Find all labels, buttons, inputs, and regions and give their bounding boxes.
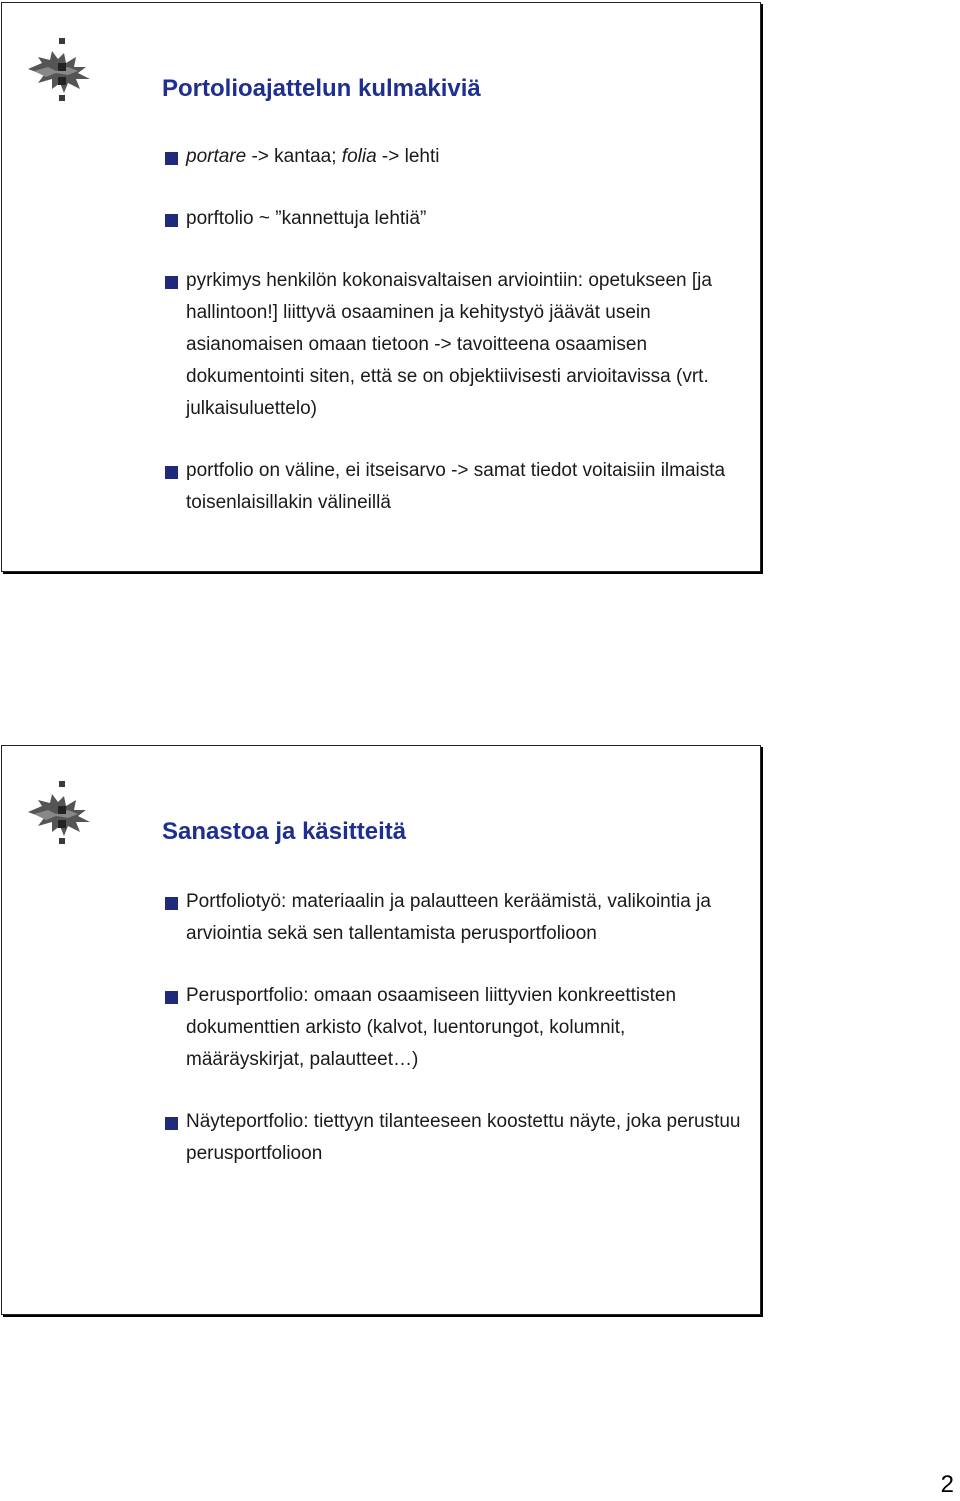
slide-2 bbox=[1, 745, 761, 1315]
square-bullet-icon bbox=[165, 466, 178, 479]
bullet-text: Näyteportfolio: tiettyyn tilanteeseen koostettu näyte, joka perustuu perusportfolioon bbox=[186, 1111, 741, 1164]
bullet-list bbox=[162, 141, 742, 549]
term-folia: folia bbox=[341, 146, 377, 167]
bullet-item bbox=[162, 886, 742, 950]
square-bullet-icon bbox=[165, 276, 178, 289]
bullet-item bbox=[162, 455, 742, 519]
term-portare: portare bbox=[186, 146, 247, 167]
square-bullet-icon bbox=[165, 897, 178, 910]
bullet-text: portfolio on väline, ei itseisarvo -> samat tiedot voitaisiin ilmaista toisenlaisillakin välineillä bbox=[186, 460, 726, 513]
bullet-item bbox=[162, 1106, 742, 1170]
university-logo-icon bbox=[24, 33, 100, 113]
page-number: 2 bbox=[940, 1471, 954, 1498]
square-bullet-icon bbox=[165, 991, 178, 1004]
square-bullet-icon bbox=[165, 214, 178, 227]
bullet-item bbox=[162, 141, 742, 173]
slide-title: Portolioajattelun kulmakiviä bbox=[162, 75, 481, 102]
bullet-item bbox=[162, 265, 742, 425]
square-bullet-icon bbox=[165, 1117, 178, 1130]
bullet-text bbox=[186, 141, 742, 173]
bullet-item bbox=[162, 203, 742, 235]
bullet-text: pyrkimys henkilön kokonaisvaltaisen arviointiin: opetukseen [ja hallintoon!] liittyvä osaaminen ja kehitystyö jäävät usein asianomaisen omaan tietoon -> tavoitteena osaamisen dokumentointi siten, että se on objektiivisesti arvioitavissa (vrt. julkaisuluettelo) bbox=[186, 270, 712, 419]
slide-title: Sanastoa ja käsitteitä bbox=[162, 818, 407, 845]
university-logo-icon bbox=[24, 776, 100, 856]
bullet-text: Portfoliotyö: materiaalin ja palautteen keräämistä, valikointia ja arviointia sekä sen tallentamista perusportfolioon bbox=[186, 891, 711, 944]
slide-1 bbox=[1, 2, 761, 572]
square-bullet-icon bbox=[165, 152, 178, 165]
term-portare-meaning: -> kantaa; bbox=[246, 146, 342, 167]
bullet-text: porftolio ~ ”kannettuja lehtiä” bbox=[186, 208, 427, 229]
bullet-list bbox=[162, 886, 742, 1200]
bullet-text: Perusportfolio: omaan osaamiseen liittyvien konkreettisten dokumenttien arkisto (kalvot, luentorungot, kolumnit, määräyskirjat, palautteet…) bbox=[186, 985, 677, 1070]
bullet-item bbox=[162, 980, 742, 1076]
term-folia-meaning: -> lehti bbox=[376, 146, 440, 167]
